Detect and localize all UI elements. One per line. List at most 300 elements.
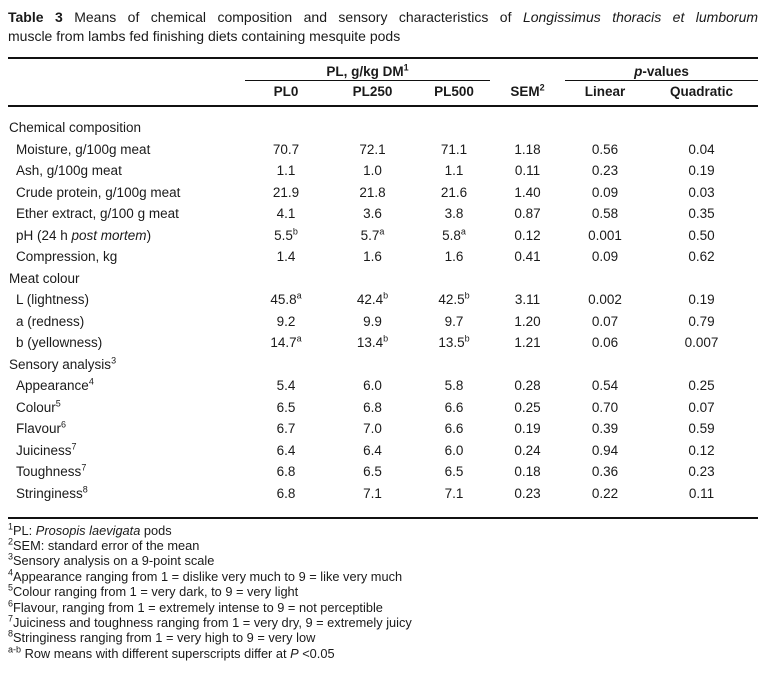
cell-value: 4.1 — [276, 206, 296, 221]
data-row — [8, 311, 758, 333]
cell-value: 1.6 — [363, 249, 382, 264]
value-cell — [245, 375, 327, 397]
section-row — [8, 354, 758, 376]
cell-value: 9.9 — [363, 313, 382, 329]
value-cell — [418, 246, 490, 268]
data-row — [8, 246, 758, 268]
cell-value: 42.5 — [438, 292, 465, 307]
value-cell — [490, 160, 565, 182]
value-cell — [565, 246, 645, 268]
footnote-text: Sensory analysis on a 9-point scale — [13, 553, 215, 569]
cell-value: 6.8 — [363, 399, 382, 415]
value-cell — [418, 483, 490, 518]
value-cell — [327, 160, 418, 182]
cell-value: 0.04 — [688, 141, 715, 157]
value-cell — [327, 225, 418, 247]
cell-value: 0.03 — [688, 184, 715, 200]
value-cell — [490, 311, 565, 333]
cell-value: 5.8 — [442, 227, 461, 243]
row-label-sup: 7 — [71, 441, 77, 451]
row-label — [8, 182, 245, 204]
cell-value: 0.70 — [591, 399, 619, 415]
row-label-italic: post mortem — [71, 227, 147, 243]
row-label — [8, 139, 245, 161]
cell-value: 0.11 — [688, 485, 715, 501]
empty-header-cell — [8, 58, 245, 81]
cell-value: 21.8 — [359, 184, 386, 200]
column-header-pl500: PL500 — [418, 81, 490, 107]
cell-value: 6.5 — [276, 399, 296, 415]
value-cell — [565, 332, 645, 354]
cell-value: 6.0 — [444, 442, 464, 458]
footnote-marker: 6 — [8, 598, 14, 609]
cell-value: 0.23 — [514, 485, 541, 501]
value-cell — [490, 225, 565, 247]
value-cell — [418, 440, 490, 462]
footnote-marker: a-b — [8, 644, 22, 655]
footnote-text: Appearance ranging from 1 = dislike very much to 9 = like very much — [13, 568, 403, 584]
value-cell — [327, 440, 418, 462]
value-cell — [245, 225, 327, 247]
value-cell — [490, 440, 565, 462]
column-header-row — [8, 81, 758, 107]
pvalues-spanner — [565, 58, 758, 81]
column-header-linear: Linear — [565, 81, 645, 107]
value-cell — [327, 311, 418, 333]
cell-value: 72.1 — [359, 141, 386, 157]
row-label — [8, 268, 758, 290]
sem-label: SEM — [510, 83, 540, 99]
value-cell — [645, 440, 758, 462]
cell-value: 0.07 — [688, 399, 715, 415]
cell-value: 7.0 — [363, 421, 382, 436]
value-cell — [645, 332, 758, 354]
footnotes — [8, 523, 758, 662]
value-cell — [565, 160, 645, 182]
section-row — [8, 268, 758, 290]
value-cell — [245, 246, 327, 268]
footnote-italic: P — [290, 645, 299, 661]
value-cell — [245, 139, 327, 161]
row-label-text: Toughness — [16, 464, 82, 479]
means-table — [8, 57, 758, 519]
value-cell — [645, 182, 758, 204]
footnote-text: SEM: standard error of the mean — [13, 537, 200, 553]
value-cell — [645, 483, 758, 518]
cell-value: 7.1 — [363, 485, 382, 501]
footnote-marker: 3 — [8, 552, 14, 563]
row-label — [8, 440, 245, 462]
value-cell — [245, 160, 327, 182]
data-row — [8, 182, 758, 204]
footnote-text: Stringiness ranging from 1 = very high to 9 = very low — [13, 630, 316, 646]
value-cell — [645, 375, 758, 397]
row-label — [8, 418, 245, 440]
row-label — [8, 461, 245, 483]
row-label — [8, 225, 245, 247]
table-body — [8, 106, 758, 518]
data-row — [8, 461, 758, 483]
value-cell — [418, 311, 490, 333]
value-cell — [490, 418, 565, 440]
cell-value: 0.07 — [591, 313, 619, 329]
value-cell — [418, 160, 490, 182]
row-label — [8, 397, 245, 419]
title-line-2: muscle from lambs fed finishing diets containing mesquite pods — [8, 28, 401, 44]
footnote-text: Colour ranging from 1 = very dark, to 9 = very light — [13, 584, 299, 600]
cell-value: 1.18 — [514, 141, 541, 157]
cell-value: 0.35 — [688, 206, 715, 221]
cell-value: 0.25 — [688, 378, 715, 393]
data-row — [8, 375, 758, 397]
footnote-line — [8, 584, 758, 599]
footnote-marker: 4 — [8, 567, 14, 578]
value-cell — [565, 483, 645, 518]
cell-value: 5.8 — [444, 378, 464, 393]
row-label-text: Juiciness — [16, 442, 72, 458]
cell-value: 0.007 — [684, 335, 719, 350]
row-label-text: Sensory analysis — [9, 356, 112, 372]
footnote-line — [8, 523, 758, 538]
cell-value: 0.39 — [591, 421, 619, 436]
row-label-text: Meat colour — [9, 270, 80, 286]
cell-value: 0.54 — [591, 378, 619, 393]
cell-value: 6.4 — [276, 442, 296, 458]
value-cell — [490, 139, 565, 161]
row-label-text: Colour — [16, 399, 56, 415]
cell-value: 6.8 — [276, 464, 296, 479]
cell-value: 0.23 — [688, 464, 715, 479]
row-label — [8, 332, 245, 354]
value-cell — [490, 246, 565, 268]
cell-value: 0.001 — [588, 227, 622, 243]
cell-value: 0.62 — [688, 249, 715, 264]
value-cell — [327, 397, 418, 419]
cell-value: 1.6 — [444, 249, 464, 264]
treatment-spanner-sup: 1 — [403, 62, 409, 73]
title-line-1 — [8, 8, 758, 27]
cell-value: 0.79 — [688, 313, 715, 329]
footnote-marker: 2 — [8, 536, 14, 547]
footnote-text: Juiciness and toughness ranging from 1 = very dry, 9 = extremely juicy — [13, 614, 412, 630]
value-cell — [418, 139, 490, 161]
value-cell — [490, 289, 565, 311]
cell-value: 13.5 — [438, 335, 465, 350]
row-label-text: L (lightness) — [16, 292, 90, 307]
value-cell — [418, 397, 490, 419]
row-label-text: Crude protein, g/100g meat — [16, 184, 181, 200]
footnote-marker: 1 — [8, 521, 14, 532]
value-cell — [245, 440, 327, 462]
cell-value: 5.4 — [276, 378, 296, 393]
cell-value: 14.7 — [270, 335, 297, 350]
row-label-sup: 5 — [55, 398, 61, 408]
value-cell — [645, 397, 758, 419]
value-cell — [565, 225, 645, 247]
footnote-text: Flavour, ranging from 1 = extremely intense to 9 = not perceptible — [13, 599, 383, 615]
value-cell — [565, 397, 645, 419]
row-label-text: pH (24 h — [16, 227, 72, 243]
cell-value: 0.09 — [591, 249, 619, 264]
value-cell — [645, 225, 758, 247]
value-cell — [490, 397, 565, 419]
value-cell — [327, 375, 418, 397]
row-label — [8, 354, 758, 376]
cell-value: 13.4 — [356, 335, 384, 350]
value-cell — [645, 160, 758, 182]
cell-value: 0.58 — [591, 206, 619, 221]
value-cell — [327, 139, 418, 161]
value-cell — [418, 418, 490, 440]
cell-value: 6.5 — [363, 464, 382, 479]
cell-value: 6.5 — [444, 464, 464, 479]
cell-value: 0.09 — [591, 184, 619, 200]
cell-value: 1.21 — [514, 335, 541, 350]
value-cell — [245, 483, 327, 518]
footnote-text: Row means with different superscripts differ at — [21, 645, 291, 661]
value-cell — [490, 483, 565, 518]
value-cell — [490, 332, 565, 354]
cell-value: 70.7 — [272, 141, 300, 157]
row-label — [8, 106, 758, 139]
cell-value: 0.94 — [591, 442, 619, 458]
data-row — [8, 225, 758, 247]
cell-sup: a — [296, 333, 302, 344]
row-label — [8, 311, 245, 333]
value-cell — [645, 246, 758, 268]
empty-header-cell — [490, 58, 565, 81]
value-cell — [645, 203, 758, 225]
value-cell — [327, 461, 418, 483]
section-row — [8, 106, 758, 139]
row-label-text: Moisture, g/100g meat — [16, 141, 151, 157]
value-cell — [565, 418, 645, 440]
value-cell — [327, 246, 418, 268]
data-row — [8, 203, 758, 225]
row-label-text: Ether extract, g/100 g meat — [16, 206, 179, 221]
data-row — [8, 483, 758, 518]
data-row — [8, 332, 758, 354]
footnote-line — [8, 615, 758, 630]
value-cell — [565, 182, 645, 204]
value-cell — [490, 203, 565, 225]
column-header-pl0: PL0 — [245, 81, 327, 107]
value-cell — [327, 332, 418, 354]
footnote-marker: 7 — [8, 613, 14, 624]
value-cell — [565, 289, 645, 311]
cell-value: 9.2 — [276, 313, 296, 329]
cell-value: 0.56 — [591, 141, 619, 157]
footnote-marker: 8 — [8, 629, 14, 640]
value-cell — [245, 461, 327, 483]
row-label-text: Ash, g/100g meat — [16, 163, 122, 178]
cell-value: 1.0 — [363, 163, 382, 178]
cell-value: 71.1 — [440, 141, 468, 157]
cell-value: 0.25 — [514, 399, 541, 415]
cell-value: 0.28 — [514, 378, 541, 393]
cell-value: 6.6 — [444, 399, 464, 415]
cell-value: 0.36 — [591, 464, 619, 479]
cell-value: 1.4 — [276, 249, 296, 264]
footnote-text: pods — [140, 522, 172, 538]
pvalues-spanner-label: -values — [642, 64, 689, 79]
value-cell — [245, 397, 327, 419]
value-cell — [490, 461, 565, 483]
cell-value: 0.24 — [514, 442, 541, 458]
cell-sup: a — [296, 290, 302, 301]
cell-value: 21.6 — [440, 184, 468, 200]
value-cell — [245, 203, 327, 225]
value-cell — [645, 311, 758, 333]
row-label-sup: 3 — [111, 355, 117, 365]
value-cell — [245, 418, 327, 440]
cell-value: 0.11 — [514, 163, 541, 178]
cell-value: 6.0 — [363, 378, 382, 393]
row-label — [8, 203, 245, 225]
footnote-text: PL: — [13, 522, 36, 538]
value-cell — [418, 225, 490, 247]
cell-value: 6.7 — [276, 421, 296, 436]
cell-sup: b — [464, 290, 470, 301]
row-label-text: a (redness) — [16, 313, 85, 329]
title-text: Means of chemical composition and sensory characteristics of — [62, 9, 523, 25]
column-header-pl250: PL250 — [327, 81, 418, 107]
cell-sup: b — [383, 290, 389, 301]
treatment-spanner-label: PL, g/kg DM — [326, 64, 404, 79]
cell-value: 0.18 — [514, 464, 541, 479]
row-label-text: ) — [146, 227, 152, 243]
footnote-line — [8, 538, 758, 553]
data-row — [8, 160, 758, 182]
row-label — [8, 483, 245, 518]
cell-value: 0.12 — [688, 442, 715, 458]
data-row — [8, 139, 758, 161]
value-cell — [245, 289, 327, 311]
row-label-sup: 6 — [61, 419, 67, 430]
row-label-text: Chemical composition — [9, 120, 142, 135]
spanner-row — [8, 58, 758, 81]
footnote-line — [8, 630, 758, 645]
value-cell — [418, 332, 490, 354]
cell-value: 0.59 — [688, 421, 715, 436]
cell-sup: b — [383, 333, 389, 344]
cell-sup: b — [464, 333, 470, 344]
cell-value: 45.8 — [270, 292, 297, 307]
value-cell — [418, 289, 490, 311]
data-row — [8, 440, 758, 462]
cell-value: 6.6 — [444, 421, 464, 436]
value-cell — [418, 375, 490, 397]
value-cell — [565, 440, 645, 462]
cell-value: 1.40 — [514, 184, 541, 200]
cell-value: 0.12 — [514, 227, 541, 243]
value-cell — [327, 483, 418, 518]
cell-value: 0.41 — [514, 249, 541, 264]
cell-value: 9.7 — [444, 313, 464, 329]
footnote-text: <0.05 — [298, 645, 335, 661]
cell-value: 3.11 — [514, 292, 541, 307]
value-cell — [327, 418, 418, 440]
cell-value: 7.1 — [444, 485, 464, 501]
value-cell — [565, 461, 645, 483]
value-cell — [565, 311, 645, 333]
cell-value: 0.19 — [688, 292, 715, 307]
data-row — [8, 289, 758, 311]
table-title — [8, 8, 758, 46]
row-label-sup: 8 — [82, 484, 88, 494]
column-header-sem — [490, 81, 565, 107]
cell-value: 0.22 — [591, 485, 619, 501]
data-row — [8, 397, 758, 419]
value-cell — [245, 311, 327, 333]
column-header-quadratic: Quadratic — [645, 81, 758, 107]
row-label-text: b (yellowness) — [16, 335, 103, 350]
value-cell — [245, 332, 327, 354]
cell-value: 3.6 — [363, 206, 382, 221]
cell-value: 5.5 — [274, 227, 293, 243]
cell-value: 0.19 — [514, 421, 541, 436]
row-label-text: Appearance — [16, 378, 89, 393]
table-number: Table 3 — [8, 9, 63, 25]
cell-value: 1.1 — [276, 163, 296, 178]
cell-value: 3.8 — [444, 206, 464, 221]
footnote-marker: 5 — [8, 582, 14, 593]
cell-value: 0.002 — [588, 292, 622, 307]
value-cell — [418, 182, 490, 204]
footnote-line — [8, 553, 758, 568]
value-cell — [418, 461, 490, 483]
footnote-line — [8, 569, 758, 584]
footnote-italic: Prosopis laevigata — [35, 522, 141, 538]
value-cell — [490, 182, 565, 204]
value-cell — [565, 139, 645, 161]
cell-value: 6.4 — [363, 442, 382, 458]
row-label — [8, 246, 245, 268]
cell-value: 5.7 — [360, 227, 380, 243]
row-label — [8, 289, 245, 311]
row-label-sup: 4 — [88, 376, 94, 387]
cell-sup: a — [379, 226, 385, 236]
value-cell — [245, 182, 327, 204]
title-species-italic: Longissimus thoracis et lumborum — [522, 9, 759, 25]
cell-value: 0.19 — [688, 163, 715, 178]
row-label-text: Stringiness — [16, 485, 83, 501]
value-cell — [565, 375, 645, 397]
cell-value: 0.87 — [514, 206, 541, 221]
row-label — [8, 160, 245, 182]
cell-value: 1.20 — [514, 313, 541, 329]
row-label-text: Compression, kg — [16, 249, 118, 264]
row-label-sup: 7 — [81, 462, 87, 473]
cell-sup: b — [292, 226, 298, 236]
cell-value: 0.23 — [591, 163, 619, 178]
footnote-line — [8, 646, 758, 661]
footnote-line — [8, 600, 758, 615]
empty-header-cell — [8, 81, 245, 107]
value-cell — [418, 203, 490, 225]
row-label-text: Flavour — [16, 421, 62, 436]
value-cell — [645, 461, 758, 483]
treatment-spanner — [245, 58, 490, 81]
cell-sup: a — [460, 226, 466, 236]
data-row — [8, 418, 758, 440]
value-cell — [645, 289, 758, 311]
cell-value: 42.4 — [356, 292, 384, 307]
cell-value: 6.8 — [276, 485, 296, 501]
value-cell — [327, 182, 418, 204]
value-cell — [327, 203, 418, 225]
cell-value: 0.06 — [591, 335, 619, 350]
